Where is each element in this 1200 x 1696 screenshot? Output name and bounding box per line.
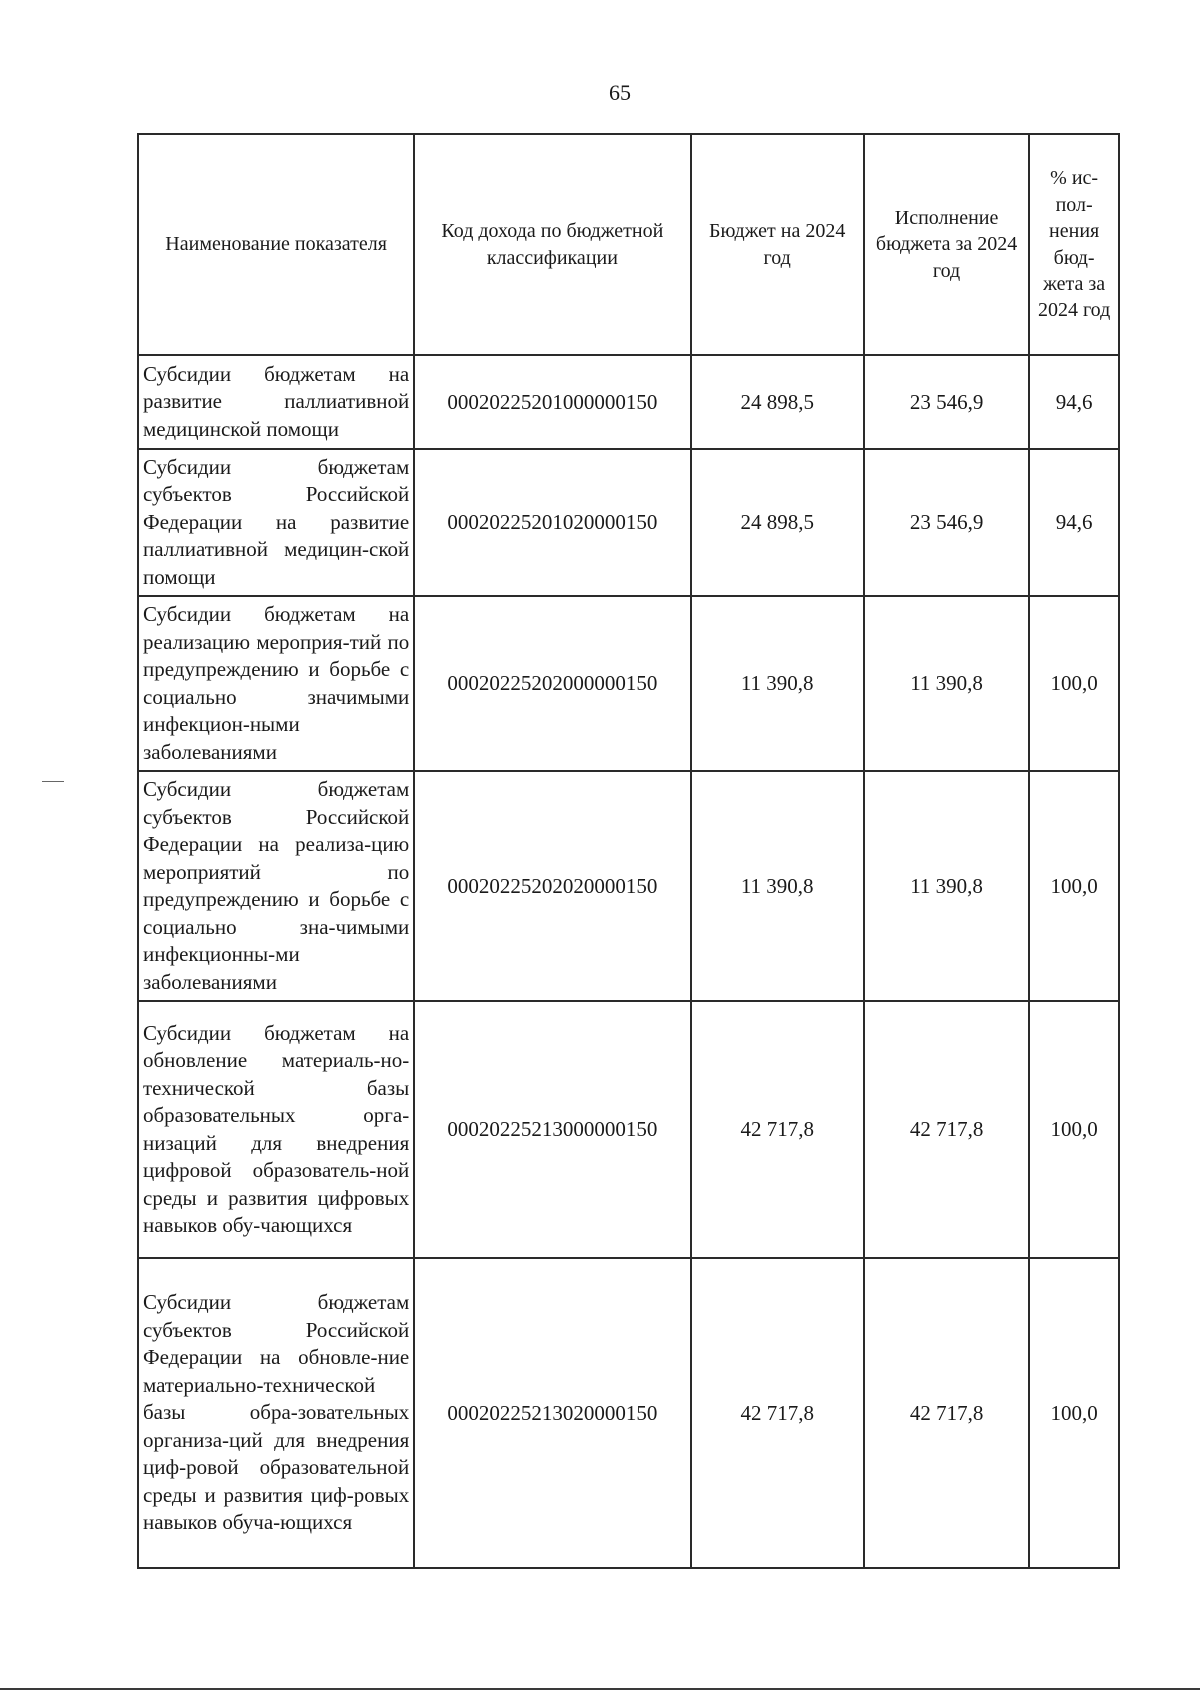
row-budget: 11 390,8 (691, 771, 864, 1001)
row-execution: 23 546,9 (864, 355, 1029, 449)
row-name: Субсидии бюджетам субъектов Российской Федерации на развитие паллиативной медицин-ской помощи (138, 449, 414, 596)
page-number: 65 (609, 80, 631, 105)
row-budget: 11 390,8 (691, 596, 864, 771)
row-code: 00020225202000000150 (414, 596, 690, 771)
row-percent: 100,0 (1029, 1258, 1119, 1568)
row-code: 00020225201020000150 (414, 449, 690, 596)
row-name: Субсидии бюджетам на развитие паллиативной медицинской помощи (138, 355, 414, 449)
table-header-row (138, 134, 1119, 355)
header-budget: Бюджет на 2024 год (691, 134, 864, 355)
row-name: Субсидии бюджетам субъектов Российской Федерации на реализа-цию мероприятий по предупреждению и борьбе с социально зна-чимыми инфекционны-ми заболеваниями (138, 771, 414, 1001)
row-code: 00020225202020000150 (414, 771, 690, 1001)
scan-margin-mark (42, 781, 64, 782)
row-code: 00020225201000000150 (414, 355, 690, 449)
header-percent: % ис-пол-нения бюд-жета за 2024 год (1029, 134, 1119, 355)
row-budget: 42 717,8 (691, 1258, 864, 1568)
row-execution: 11 390,8 (864, 771, 1029, 1001)
table-row (138, 1001, 1119, 1258)
row-execution: 42 717,8 (864, 1258, 1029, 1568)
table-row (138, 1258, 1119, 1568)
table-row (138, 596, 1119, 771)
row-percent: 94,6 (1029, 449, 1119, 596)
header-name: Наименование показателя (138, 134, 414, 355)
row-budget: 24 898,5 (691, 449, 864, 596)
row-code: 00020225213000000150 (414, 1001, 690, 1258)
row-name: Субсидии бюджетам на обновление материаль-но-технической базы образовательных орга-низаций для внедрения цифровой образователь-ной среды и развития цифровых навыков обу-чающихся (138, 1001, 414, 1258)
row-percent: 100,0 (1029, 771, 1119, 1001)
row-name: Субсидии бюджетам на реализацию мероприя-тий по предупреждению и борьбе с социально значимыми инфекцион-ными заболеваниями (138, 596, 414, 771)
row-budget: 42 717,8 (691, 1001, 864, 1258)
page-bottom-rule (0, 1688, 1200, 1690)
table-row (138, 771, 1119, 1001)
budget-table (137, 133, 1120, 1569)
row-percent: 94,6 (1029, 355, 1119, 449)
row-execution: 42 717,8 (864, 1001, 1029, 1258)
row-percent: 100,0 (1029, 1001, 1119, 1258)
row-code: 00020225213020000150 (414, 1258, 690, 1568)
header-execution: Исполнение бюджета за 2024 год (864, 134, 1029, 355)
row-percent: 100,0 (1029, 596, 1119, 771)
row-execution: 23 546,9 (864, 449, 1029, 596)
table-row (138, 355, 1119, 449)
row-name: Субсидии бюджетам субъектов Российской Федерации на обновле-ние материально-технической базы обра-зовательных организа-ций для внедрения циф-ровой образовательной среды и развития циф-ровых навыков обуча-ющихся (138, 1258, 414, 1568)
row-execution: 11 390,8 (864, 596, 1029, 771)
header-code: Код дохода по бюджетной классификации (414, 134, 690, 355)
row-budget: 24 898,5 (691, 355, 864, 449)
table-row (138, 449, 1119, 596)
